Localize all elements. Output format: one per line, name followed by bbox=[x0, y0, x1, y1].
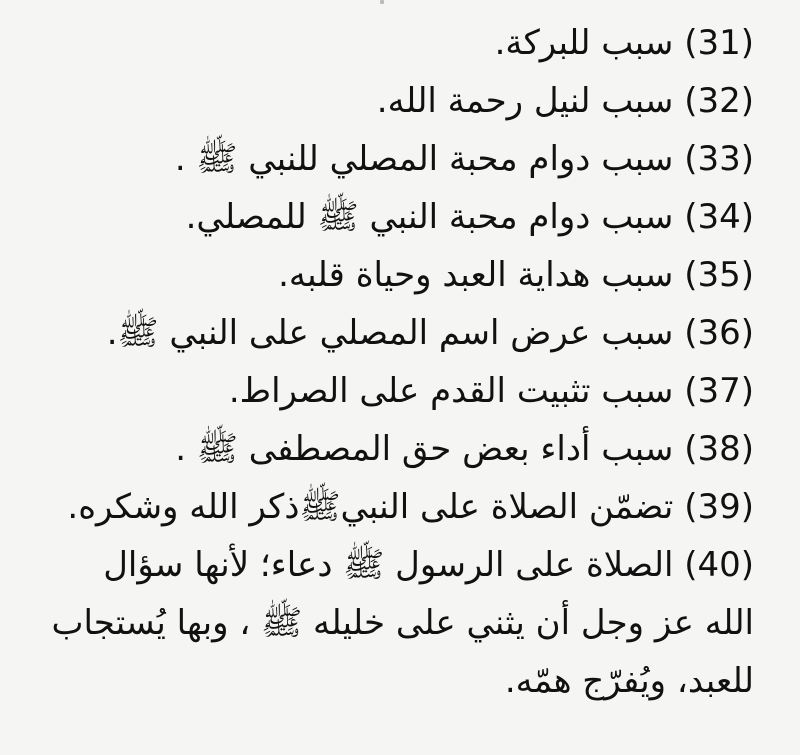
list-item bbox=[20, 72, 754, 130]
item-number: (32) bbox=[684, 81, 754, 121]
list-item bbox=[20, 362, 754, 420]
item-number: (38) bbox=[684, 429, 754, 469]
item-number: (35) bbox=[684, 255, 754, 295]
item-text: سبب دوام محبة النبي ﷺ للمصلي. bbox=[185, 197, 674, 237]
item-text: سبب أداء بعض حق المصطفى ﷺ . bbox=[175, 429, 674, 469]
list-item bbox=[20, 478, 754, 536]
item-number: (34) bbox=[684, 197, 754, 237]
list-item bbox=[20, 420, 754, 478]
item-number: (36) bbox=[684, 313, 754, 353]
item-text: سبب هداية العبد وحياة قلبه. bbox=[278, 255, 674, 295]
item-number: (31) bbox=[684, 23, 754, 63]
list-item bbox=[20, 304, 754, 362]
item-number: (33) bbox=[684, 139, 754, 179]
item-text: سبب تثبيت القدم على الصراط. bbox=[228, 371, 674, 411]
item-text: سبب عرض اسم المصلي على النبي ﷺ. bbox=[106, 313, 674, 353]
item-text: تضمّن الصلاة على النبيﷺذكر الله وشكره. bbox=[67, 487, 674, 527]
benefits-list bbox=[20, 14, 754, 710]
item-number: (40) bbox=[684, 545, 754, 585]
list-item bbox=[20, 188, 754, 246]
list-item bbox=[20, 130, 754, 188]
top-edge-mark bbox=[380, 0, 384, 4]
list-item bbox=[20, 246, 754, 304]
item-text: سبب للبركة. bbox=[494, 23, 674, 63]
item-text: سبب لنيل رحمة الله. bbox=[376, 81, 674, 121]
item-text: الصلاة على الرسول ﷺ دعاء؛ لأنها سؤال bbox=[103, 545, 674, 585]
item-number: (37) bbox=[684, 371, 754, 411]
item-text: سبب دوام محبة المصلي للنبي ﷺ . bbox=[174, 139, 674, 179]
list-item bbox=[20, 14, 754, 72]
item-line-3: للعبد، ويُفرّج همّه. bbox=[504, 661, 754, 701]
item-line-2: الله عز وجل أن يثني على خليله ﷺ ، وبها يُستجاب bbox=[51, 603, 754, 643]
item-line-1 bbox=[20, 536, 754, 594]
item-number: (39) bbox=[684, 487, 754, 527]
list-item-last bbox=[20, 536, 754, 710]
